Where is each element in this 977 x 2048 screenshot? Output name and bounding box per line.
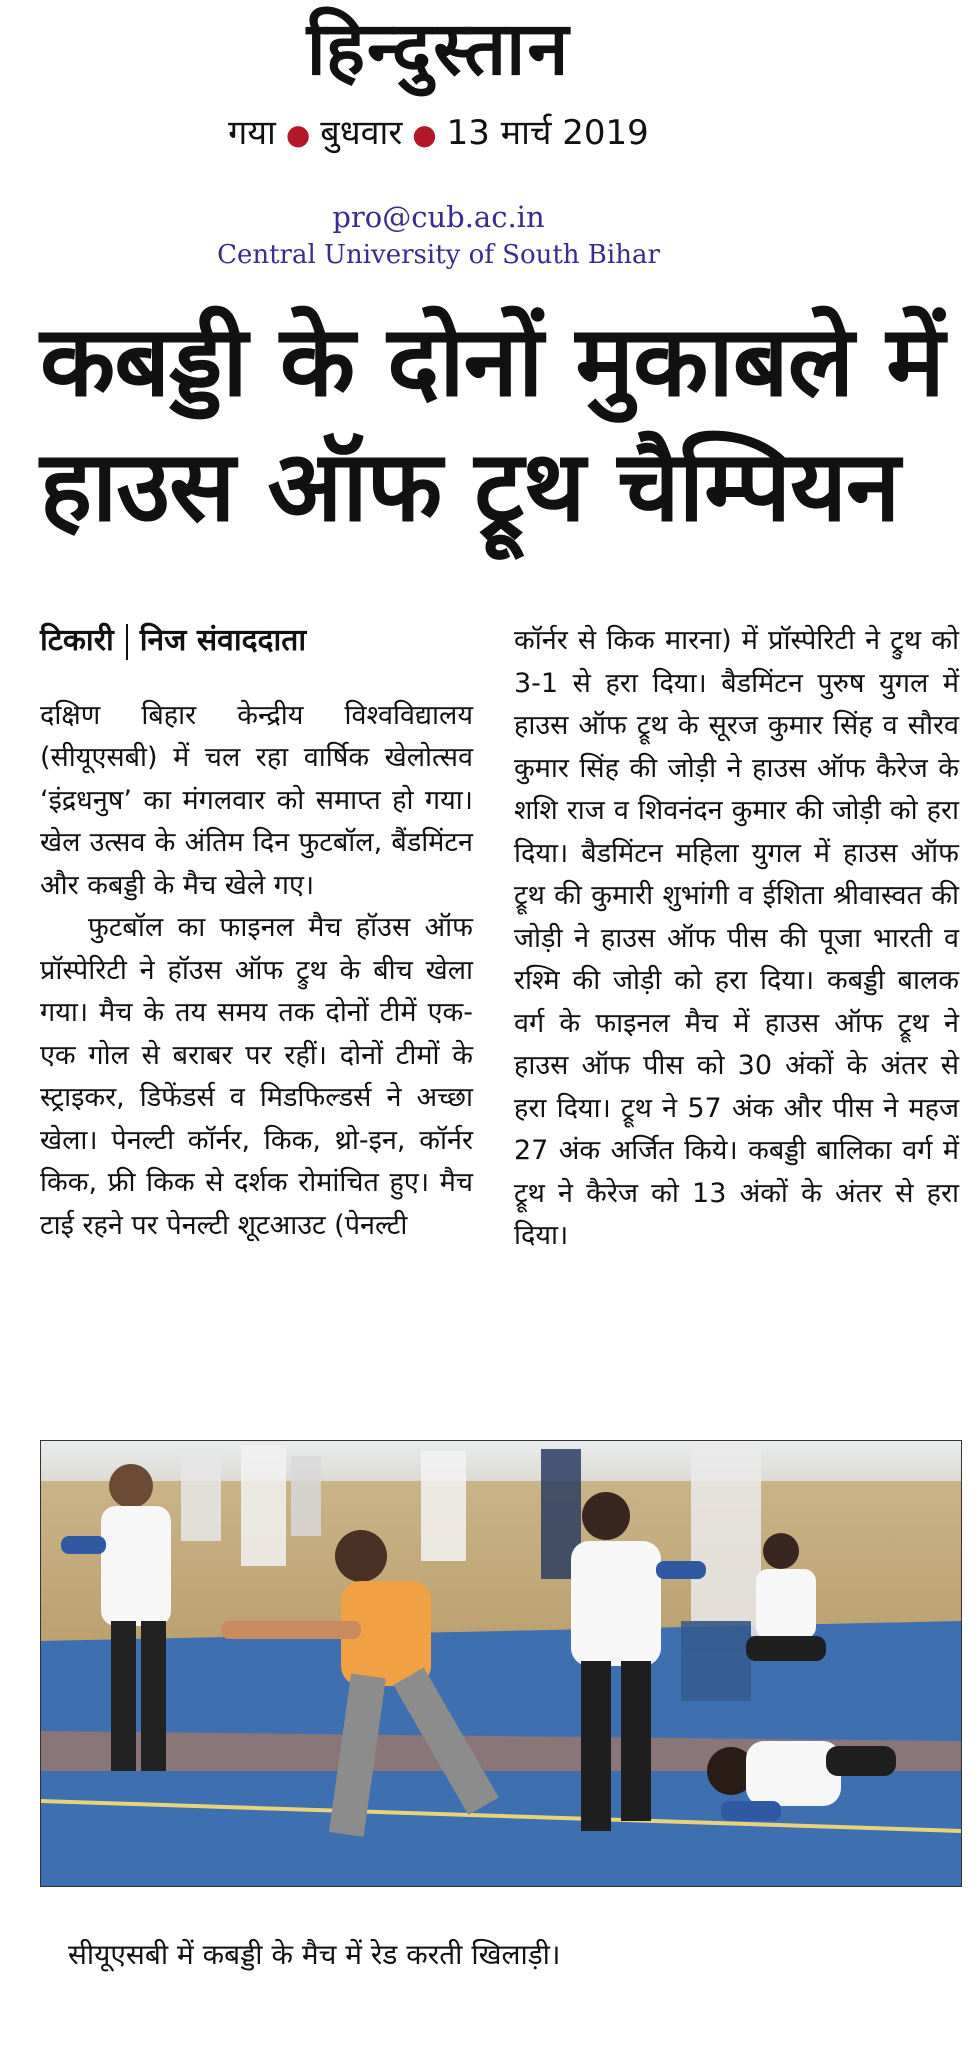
contact-block [0, 200, 927, 270]
bullet-dot-icon: ● [412, 118, 437, 151]
dateline-city: गया [228, 113, 276, 153]
photo-caption: सीयूएसबी में कबड्डी के मैच में रेड करती खिलाड़ी। [68, 1938, 561, 1971]
article-column-left [40, 620, 473, 1247]
byline-place: टिकारी [40, 623, 114, 658]
dateline-day: बुधवार [320, 113, 403, 153]
article-paragraph: फुटबॉल का फाइनल मैच हॉउस ऑफ प्रॉस्पेरिटी ने हॉउस ऑफ ट्रुथ के बीच खेला गया। मैच के तय समय तक दोनों टीमें एक-एक गोल से बराबर पर रहीं। दोनों टीमों के स्ट्राइकर, डिफेंडर्स व मिडफिल्डर्स ने अच्छा खेला। पेनल्टी कॉर्नर, किक, थ्रो-इन, कॉर्नर किक, फ्री किक से दर्शक रोमांचित हुए। मैच टाई रहने पर पेनल्टी शूटआउट (पेनल्टी [40, 912, 473, 1241]
article-headline [40, 300, 960, 551]
byline [40, 620, 473, 663]
masthead [0, 6, 977, 154]
bullet-dot-icon: ● [285, 118, 311, 151]
byline-reporter: निज संवाददाता [139, 623, 307, 658]
byline-separator [126, 624, 128, 660]
article-paragraph: कॉर्नर से किक मारना) में प्रॉस्पेरिटी ने ट्रुथ को 3-1 से हरा दिया। बैडमिंटन पुरुष युगल में हाउस ऑफ ट्रूथ के सूरज कुमार सिंह व सौरव कुमार सिंह की जोड़ी ने हाउस ऑफ कैरेज के शशि राज व शिवनंदन कुमार की जोड़ी को हरा दिया। बैडमिंटन महिला युगल में हाउस ऑफ ट्रूथ की कुमारी शुभांगी व ईशिता श्रीवास्वत की जोड़ी ने हाउस ऑफ पीस की पूजा भारती व रश्मि की जोड़ी को हरा दिया। कबड्डी बालक वर्ग के फाइनल मैच में हाउस ऑफ ट्रूथ ने हाउस ऑफ पीस को 30 अंकों के अंतर से हरा दिया। ट्रूथ ने 57 अंक और पीस ने महज 27 अंक अर्जित किये। कबड्डी बालिका वर्ग में ट्रूथ ने कैरेज को 13 अंकों के अंतर से हरा दिया। [514, 625, 959, 1251]
dateline-date: 13 मार्च 2019 [446, 113, 649, 153]
headline-line-1: कबड्डी के दोनों मुकाबले में [40, 305, 944, 419]
kabaddi-match-photo [40, 1440, 962, 1887]
headline-line-2: हाउस ऑफ ट्रूथ चैम्पियन [40, 430, 900, 545]
article-column-right [514, 620, 959, 1258]
contact-email: pro@cub.ac.in [332, 200, 545, 234]
newspaper-logo: हिन्दुस्तान [306, 6, 571, 92]
article-paragraph: दक्षिण बिहार केन्द्रीय विश्वविद्यालय (सीयूएसबी) में चल रहा वार्षिक खेलोत्सव ‘इंद्रधनुष’ का मंगलवार को समाप्त हो गया। खेल उत्सव के अंतिम दिन फुटबॉल, बैंडमिंटन और कबड्डी के मैच खेले गए। [40, 699, 473, 901]
university-name: Central University of South Bihar [217, 240, 660, 270]
photo-illustration [41, 1441, 961, 1886]
dateline [0, 108, 977, 154]
